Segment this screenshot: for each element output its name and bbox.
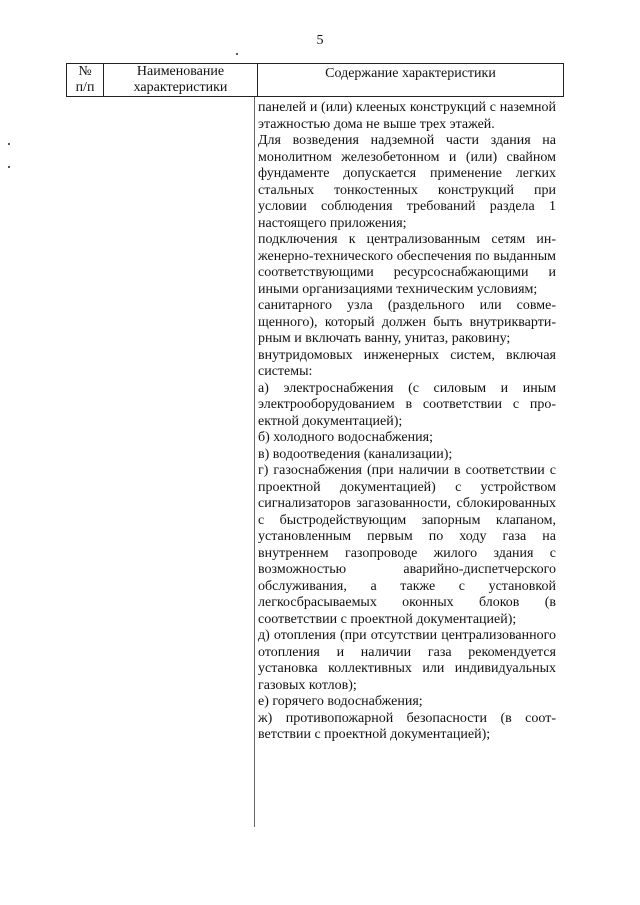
column-divider [254,97,255,827]
paragraph: г) газоснабжения (при наличии в соответствии с проектной документацией) с устройством сигнализаторов загазованности, сблокированных с быстродействующим запорным клапаном, установленным первым по ходу газа на внутреннем газопроводе жилого здания с возможностью аварийно-диспетчерского обслуживания, а также с установкой легкосбрасываемых оконных блоков (в соответствии с проектной документацией); [258,463,556,627]
paragraph: д) отопления (при отсутствии централизованного отопления и наличии газа рекомендуется установка коллективных или индивидуальных газовых котлов); [258,628,556,693]
paragraph: в) водоотведения (канализации); [258,446,453,462]
paragraph: санитарного узла (раздельного или совмещенного), который должен быть внутриквартирным и включать ванну, унитаз, раковину; [258,298,556,346]
scan-speck [8,166,10,168]
header-col-number-line2: п/п [75,80,95,95]
paragraph: а) электроснабжения (с силовым и иным электрооборудованием в соответствии с проектной документацией); [258,380,556,429]
header-col-name [104,64,258,97]
characteristic-content [258,100,556,744]
page-number: 5 [316,33,324,48]
header-col-name-line1: Наименование [136,64,225,79]
paragraph: внутридомовых инженерных систем, включая системы: [258,347,556,379]
header-col-number [67,64,104,97]
scan-speck [8,143,10,145]
scan-speck [236,53,238,55]
paragraph: е) горячего водоснабжения; [258,694,423,709]
paragraph: ж) противопожарной безопасности (в соответствии с проектной документацией); [258,710,556,742]
header-col-content: Содержание характеристики [258,64,564,97]
table-header [66,63,564,97]
paragraph: подключения к централизованным сетям инженерно-технического обеспечения по выданным соответствующими ресурсоснабжающими и иными организациями техническим условиям; [258,232,556,297]
header-col-name-line2: характеристики [133,80,228,95]
paragraph: б) холодного водоснабжения; [258,430,433,445]
header-col-number-line1: № [78,64,92,79]
paragraph: панелей и (или) клееных конструкций с наземной этажностью дома не выше трех этажей. [258,100,556,132]
paragraph: Для возведения надземной части здания на монолитном железобетонном и (или) свайном фундаменте допускается применение легких стальных тонкостенных конструкций при условии соблюдения требований раздела 1 настоящего приложения; [258,133,556,231]
